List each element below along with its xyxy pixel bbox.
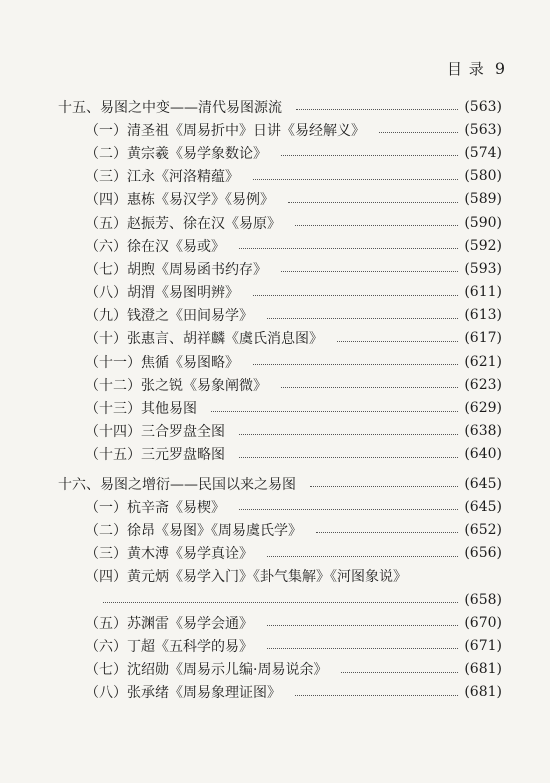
item-page: (638) (464, 423, 502, 440)
leader-dots (288, 202, 458, 203)
item-label: （十）张惠言、胡祥麟《虞氏消息图》 (85, 331, 323, 348)
item-label: （十四）三合罗盘全图 (85, 424, 225, 441)
toc-item-entry[interactable] (58, 257, 502, 280)
leader-dots (239, 248, 458, 249)
item-page: (681) (464, 684, 502, 701)
item-page: (563) (464, 121, 502, 138)
toc-item-entry[interactable] (58, 565, 502, 588)
item-page: (613) (464, 307, 502, 324)
running-header (447, 58, 506, 79)
item-label: （十一）焦循《易图略》 (85, 354, 239, 371)
leader-dots (267, 648, 458, 649)
item-label: （一）清圣祖《周易折中》日讲《易经解义》 (85, 122, 365, 139)
item-label: （一）杭辛斋《易楔》 (85, 499, 225, 516)
leader-dots (267, 556, 458, 557)
toc-item-entry[interactable] (58, 141, 502, 164)
item-page: (621) (464, 353, 502, 370)
leader-dots (310, 486, 458, 487)
toc-item-entry[interactable] (58, 234, 502, 257)
item-page: (670) (464, 614, 502, 631)
item-page: (580) (464, 168, 502, 185)
item-label: （八）张承绪《周易象理证图》 (85, 685, 281, 702)
toc-section-entry[interactable] (58, 472, 502, 495)
item-page: (590) (464, 214, 502, 231)
leader-dots (253, 179, 458, 180)
item-label: （五）苏渊雷《易学会通》 (85, 615, 253, 632)
toc-item-entry[interactable] (58, 611, 502, 634)
toc-section-entry[interactable] (58, 95, 502, 118)
leader-dots (316, 532, 458, 533)
leader-dots (295, 695, 458, 696)
item-label: （八）胡渭《易图明辨》 (85, 285, 239, 302)
toc-item-entry[interactable] (58, 118, 502, 141)
toc-item-entry[interactable] (58, 681, 502, 704)
toc-item-continuation[interactable] (58, 588, 502, 611)
item-label: （四）黄元炳《易学入门》《卦气集解》《河图象说》 (85, 569, 407, 586)
item-label: （十五）三元罗盘略图 (85, 447, 225, 464)
item-label: （九）钱澄之《田间易学》 (85, 308, 253, 325)
leader-dots (211, 411, 458, 412)
item-page: (592) (464, 237, 502, 254)
leader-dots (253, 295, 458, 296)
leader-dots (295, 225, 458, 226)
toc-item-entry[interactable] (58, 495, 502, 518)
leader-dots (337, 341, 458, 342)
item-label: （六）丁超《五科学的易》 (85, 638, 253, 655)
item-page: (671) (464, 637, 502, 654)
toc-item-entry[interactable] (58, 443, 502, 466)
leader-dots (379, 132, 458, 133)
leader-dots (341, 672, 458, 673)
header-title: 目 录 (447, 60, 485, 78)
toc-item-entry[interactable] (58, 518, 502, 541)
section-title: 十五、易图之中变——清代易图源流 (58, 99, 282, 116)
toc-item-entry[interactable] (58, 658, 502, 681)
toc-item-entry[interactable] (58, 350, 502, 373)
item-label: （五）赵振芳、徐在汉《易原》 (85, 215, 281, 232)
leader-dots (281, 271, 458, 272)
item-page: (640) (464, 446, 502, 463)
item-label: （三）江永《河洛精蕴》 (85, 169, 239, 186)
item-page: (681) (464, 661, 502, 678)
section-page: (645) (464, 475, 502, 492)
leader-dots (296, 109, 458, 110)
item-page: (645) (464, 498, 502, 515)
table-of-contents (58, 95, 502, 704)
item-label: （十三）其他易图 (85, 401, 197, 418)
page-number: 9 (494, 59, 506, 78)
toc-item-entry[interactable] (58, 420, 502, 443)
item-page: (629) (464, 400, 502, 417)
item-label: （二）黄宗羲《易学象数论》 (85, 145, 267, 162)
toc-item-entry[interactable] (58, 634, 502, 657)
item-page: (656) (464, 545, 502, 562)
toc-item-entry[interactable] (58, 327, 502, 350)
item-label: （四）惠栋《易汉学》《易例》 (85, 192, 274, 209)
toc-item-entry[interactable] (58, 396, 502, 419)
item-page: (593) (464, 260, 502, 277)
section-title: 十六、易图之增衍——民国以来之易图 (58, 476, 296, 493)
toc-item-entry[interactable] (58, 165, 502, 188)
toc-item-entry[interactable] (58, 281, 502, 304)
item-page: (658) (464, 591, 502, 608)
leader-dots (267, 318, 458, 319)
item-label: （十二）张之锐《易象阐微》 (85, 377, 267, 394)
item-label: （三）黄木溥《易学真诠》 (85, 546, 253, 563)
leader-dots (281, 155, 458, 156)
item-page: (617) (464, 330, 502, 347)
item-label: （六）徐在汉《易或》 (85, 238, 225, 255)
item-page: (652) (464, 521, 502, 538)
toc-item-entry[interactable] (58, 304, 502, 327)
item-label: （二）徐昂《易图》《周易虞氏学》 (85, 522, 302, 539)
leader-dots (267, 625, 458, 626)
toc-item-entry[interactable] (58, 188, 502, 211)
toc-item-entry[interactable] (58, 373, 502, 396)
leader-dots (103, 602, 458, 603)
toc-item-entry[interactable] (58, 542, 502, 565)
item-page: (623) (464, 376, 502, 393)
leader-dots (239, 509, 458, 510)
item-label: （七）沈绍勋《周易示儿编·周易说余》 (85, 662, 328, 679)
item-page: (589) (464, 191, 502, 208)
leader-dots (239, 457, 458, 458)
item-page: (611) (464, 284, 502, 301)
section-page: (563) (464, 98, 502, 115)
toc-item-entry[interactable] (58, 211, 502, 234)
item-label: （七）胡煦《周易函书约存》 (85, 261, 267, 278)
item-page: (574) (464, 144, 502, 161)
leader-dots (253, 364, 458, 365)
leader-dots (281, 387, 458, 388)
leader-dots (239, 434, 458, 435)
